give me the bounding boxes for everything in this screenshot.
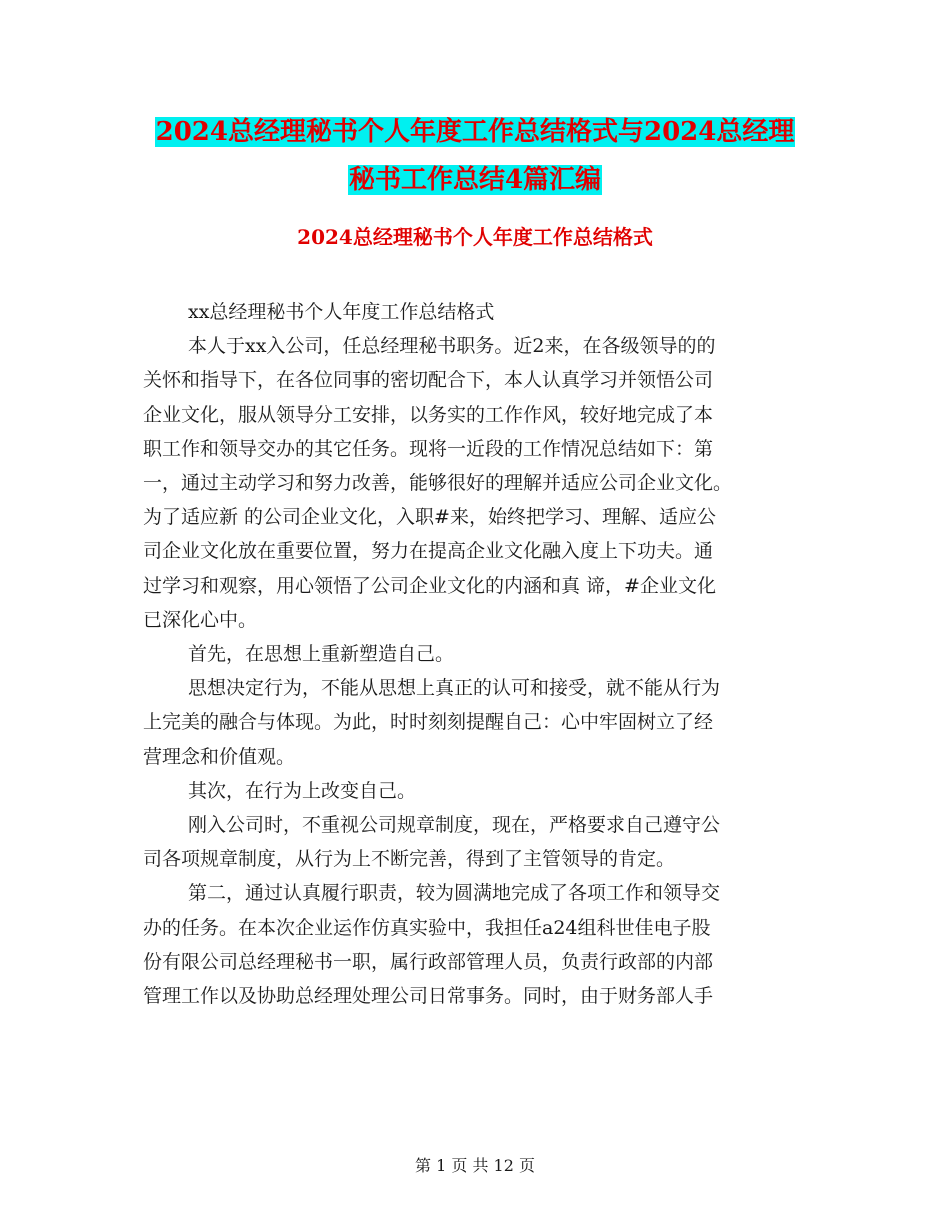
body-line: 上完美的融合与体现。为此，时时刻刻提醒自己：心中牢固树立了经 [143,711,714,734]
document-title [0,108,950,204]
title-line-1 [0,108,950,156]
body-line: 本人于xx入公司，任总经理秘书职务。近2来，在各级领导的的 [188,335,716,358]
body-line: xx总经理秘书个人年度工作总结格式 [188,301,495,323]
body-line: 份有限公司总经理秘书一职，属行政部管理人员，负责行政部的内部 [143,950,714,973]
body-line: 为了适应新 的公司企业文化，入职#来，始终把学习、理解、适应公 [143,506,716,529]
body-line: 关怀和指导下，在各位同事的密切配合下，本人认真学习并领悟公司 [143,369,714,392]
body-line: 司各项规章制度，从行为上不断完善，得到了主管领导的肯定。 [143,848,676,871]
body-line: 职工作和领导交办的其它任务。现将一近段的工作情况总结如下：第 [143,437,714,460]
document-body [143,295,803,1013]
body-line: 一，通过主动学习和努力改善，能够很好的理解并适应公司企业文化。 [143,472,733,495]
page-footer: 第 1 页 共 12 页 [415,1156,535,1175]
body-line: 过学习和观察，用心领悟了公司企业文化的内涵和真 谛，#企业文化 [143,574,716,597]
body-line: 其次，在行为上改变自己。 [188,779,417,802]
title-line-1-text: 2024总经理秘书个人年度工作总结格式与2024总经理 [155,117,795,147]
body-line: 思想决定行为，不能从思想上真正的认可和接受，就不能从行为 [188,677,721,700]
body-line: 首先，在思想上重新塑造自己。 [188,643,455,666]
body-line: 管理工作以及协助总经理处理公司日常事务。同时，由于财务部人手 [143,985,714,1008]
title-line-2 [0,156,950,204]
body-line: 营理念和价值观。 [143,745,296,768]
body-line: 司企业文化放在重要位置，努力在提高企业文化融入度上下功夫。通 [143,540,714,563]
body-line: 刚入公司时，不重视公司规章制度，现在，严格要求自己遵守公 [188,814,721,837]
body-line: 第二，通过认真履行职责，较为圆满地完成了各项工作和领导交 [188,882,721,905]
title-line-2-text: 秘书工作总结4篇汇编 [348,165,602,195]
body-line: 办的任务。在本次企业运作仿真实验中，我担任a24组科世佳电子股 [143,916,711,939]
body-line: 企业文化，服从领导分工安排，以务实的工作作风，较好地完成了本 [143,403,714,426]
section-title: 2024总经理秘书个人年度工作总结格式 [297,225,653,249]
body-line: 已深化心中。 [143,608,258,631]
